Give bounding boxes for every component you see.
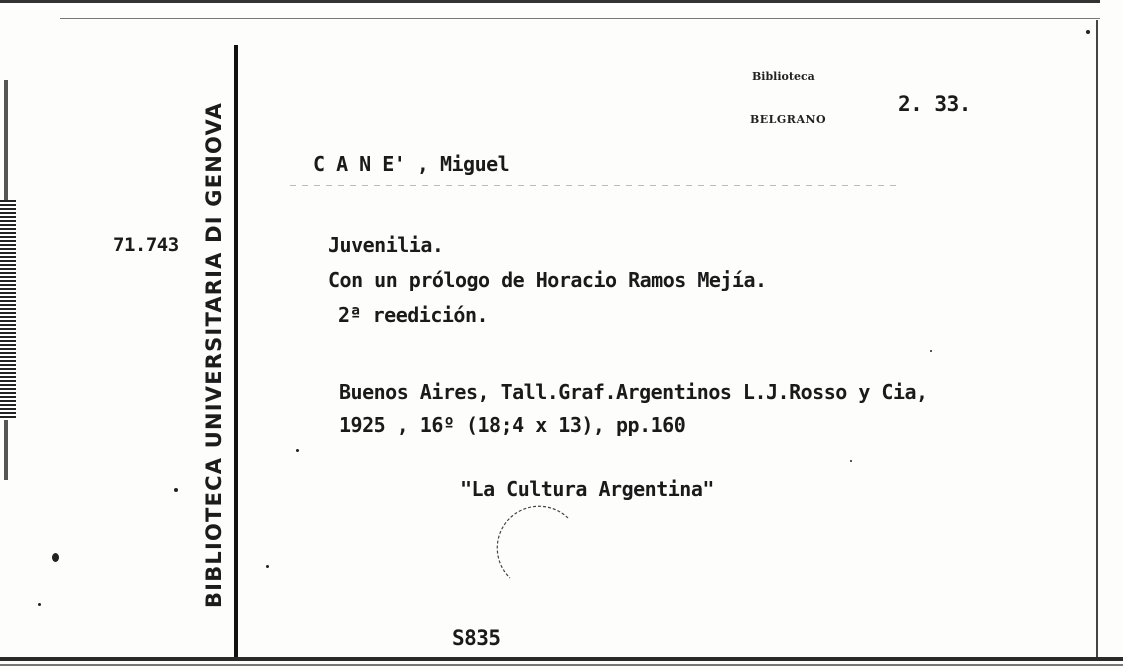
ink-speck — [174, 488, 178, 492]
author-heading: C A N E' , Miguel — [313, 152, 510, 176]
punch-hole-mark — [490, 500, 580, 590]
ink-speck — [52, 553, 59, 562]
top-border-inner — [60, 18, 1100, 19]
right-edge — [1096, 20, 1098, 660]
top-border — [0, 0, 1100, 3]
library-stamp-vertical: BIBLIOTECA UNIVERSITARIA DI GENOVA — [202, 101, 226, 609]
catalogue-number: 71.743 — [113, 234, 179, 256]
book-title: Juvenilia. — [328, 233, 444, 257]
author-guide-line — [290, 185, 900, 186]
library-name: Biblioteca — [752, 70, 815, 83]
prologue-note: Con un prólogo de Horacio Ramos Mejía. — [328, 268, 767, 292]
ink-speck — [1086, 30, 1090, 34]
ink-speck — [266, 565, 269, 568]
inventory-number: S835 — [452, 626, 501, 650]
left-scan-artifact — [0, 200, 16, 420]
series-statement: "La Cultura Argentina" — [460, 477, 714, 501]
ink-speck — [38, 603, 41, 606]
ink-speck — [296, 449, 299, 452]
bottom-border-inner — [0, 664, 1123, 666]
edition-statement: 2ª reedición. — [338, 303, 489, 327]
margin-rule — [234, 45, 238, 657]
imprint-publisher: Buenos Aires, Tall.Graf.Argentinos L.J.Rosso y Cia, — [339, 380, 928, 404]
imprint-physical-description: 1925 , 16º (18;4 x 13), pp.160 — [339, 413, 686, 437]
shelf-mark: 2. 33. — [898, 92, 971, 116]
bottom-border — [0, 657, 1123, 661]
library-location: BELGRANO — [750, 113, 827, 126]
ink-speck — [930, 350, 932, 352]
ink-speck — [850, 460, 852, 462]
